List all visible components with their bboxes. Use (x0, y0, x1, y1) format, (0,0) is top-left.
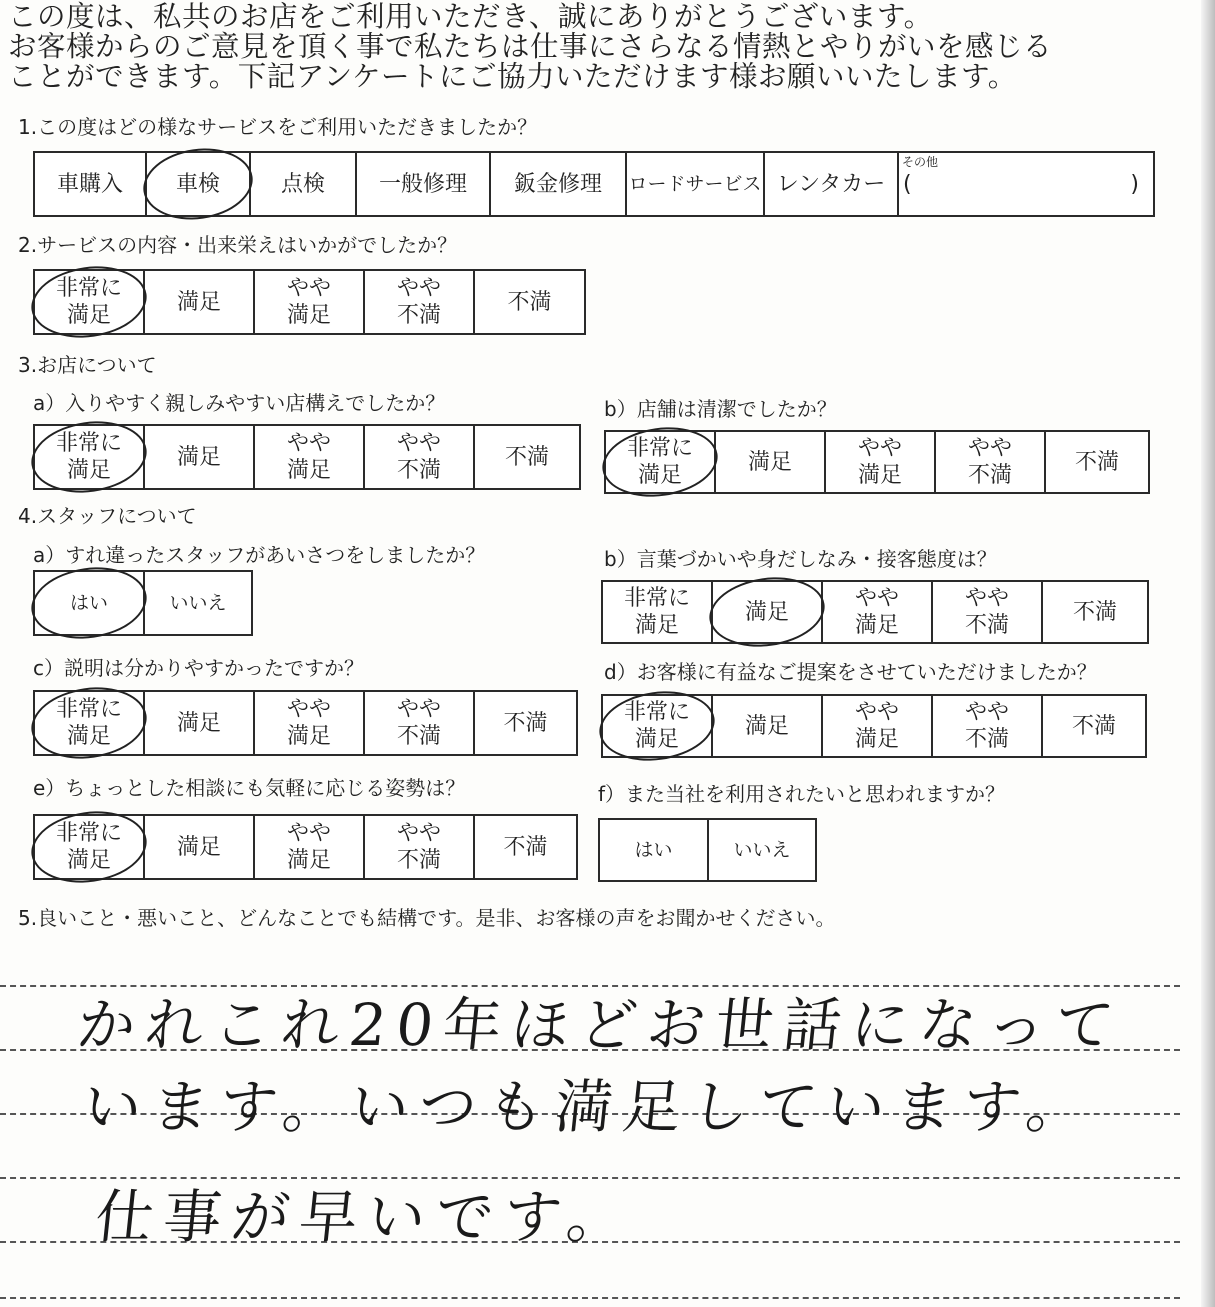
q3a-options (33, 424, 581, 490)
option-cell[interactable] (765, 153, 899, 215)
option-cell[interactable] (606, 432, 716, 492)
open-paren: ( (903, 172, 912, 197)
option-label: 非常に 満足 (626, 436, 693, 488)
option-cell[interactable] (145, 271, 255, 333)
other-input[interactable] (899, 169, 1153, 198)
q4c-label: c）説明は分かりやすかったですか？ (33, 656, 364, 680)
option-label: 非常に 満足 (55, 276, 122, 328)
q1-options (33, 151, 1155, 217)
option-cell[interactable] (1043, 582, 1147, 642)
option-label: やや 不満 (396, 276, 441, 328)
option-cell[interactable] (936, 432, 1046, 492)
option-cell[interactable] (1046, 432, 1148, 492)
q2-options (33, 269, 586, 335)
option-cell[interactable] (713, 696, 823, 756)
option-label: 満足 (744, 713, 789, 739)
option-label: はい (69, 591, 108, 614)
option-cell[interactable] (145, 426, 255, 488)
option-cell[interactable] (475, 426, 579, 488)
dashed-line (0, 1297, 1180, 1299)
option-label: やや 満足 (286, 697, 331, 749)
option-cell[interactable] (603, 582, 713, 642)
option-label: 非常に 満足 (55, 821, 122, 873)
option-cell[interactable] (35, 153, 147, 215)
option-label: やや 満足 (286, 821, 331, 873)
q4e-options (33, 814, 578, 880)
intro-line: ことができます。下記アンケートにご協力いただけます様お願いいたします。 (8, 60, 1017, 93)
option-cell[interactable] (365, 426, 475, 488)
option-label: 満足 (176, 834, 221, 860)
option-label: 不満 (1071, 713, 1116, 739)
handwritten-comment-line: います。いつも満足しています。 (79, 1073, 1098, 1141)
q4e-label: e）ちょっとした相談にも気軽に応じる姿勢は？ (33, 776, 466, 800)
option-cell[interactable] (255, 271, 365, 333)
option-label: 鈑金修理 (513, 171, 602, 197)
option-label: 不満 (507, 289, 552, 315)
q3b-label: b）店舗は清潔でしたか？ (604, 397, 837, 421)
option-cell[interactable] (35, 572, 145, 634)
option-label: 不満 (1072, 599, 1117, 625)
handwritten-comment-line: かれこれ20年ほどお世話になって (73, 991, 1127, 1059)
option-cell[interactable] (365, 816, 475, 878)
option-label: やや 満足 (857, 436, 902, 488)
option-label: やや 満足 (854, 700, 899, 752)
option-label: 不満 (503, 834, 548, 860)
q4d-label: d）お客様に有益なご提案をさせていただけましたか？ (604, 660, 1097, 684)
handwritten-comment-line: 仕事が早いです。 (91, 1183, 639, 1251)
option-label: 非常に 満足 (55, 697, 122, 749)
q3a-label: a）入りやすく親しみやすい店構えでしたか？ (33, 391, 446, 415)
page-edge-shadow (1201, 0, 1215, 1307)
q4d-options (601, 694, 1147, 758)
option-cell[interactable] (475, 692, 576, 754)
option-cell[interactable] (255, 426, 365, 488)
option-label: やや 不満 (396, 431, 441, 483)
option-cell[interactable] (365, 271, 475, 333)
option-cell[interactable] (823, 696, 933, 756)
option-cell[interactable] (145, 572, 251, 634)
option-label: やや 満足 (286, 276, 331, 328)
option-cell[interactable] (255, 816, 365, 878)
option-cell[interactable] (35, 692, 145, 754)
option-label: 不満 (503, 710, 548, 736)
option-label: やや 不満 (396, 821, 441, 873)
option-cell[interactable] (145, 816, 255, 878)
option-cell[interactable] (713, 582, 823, 642)
option-label: やや 満足 (854, 586, 899, 638)
option-label: 非常に 満足 (623, 700, 690, 752)
q4b-label: b）言葉づかいや身だしなみ・接客態度は？ (604, 547, 997, 571)
option-label: いいえ (733, 838, 791, 861)
q1-label: 1.この度はどの様なサービスをご利用いただきましたか？ (18, 115, 538, 139)
option-cell[interactable] (475, 816, 576, 878)
option-label: 満足 (176, 710, 221, 736)
option-label: 非常に 満足 (55, 431, 122, 483)
option-label: 車検 (175, 171, 220, 197)
option-cell[interactable] (357, 153, 491, 215)
option-cell[interactable] (35, 816, 145, 878)
q3-label: 3.お店について (18, 353, 157, 377)
option-label: やや 不満 (964, 700, 1009, 752)
option-label: 満足 (747, 449, 792, 475)
option-label: 一般修理 (378, 171, 467, 197)
q4b-options (601, 580, 1149, 644)
option-label: 車購入 (56, 171, 123, 197)
option-label: 不満 (504, 444, 549, 470)
option-label: やや 不満 (964, 586, 1009, 638)
option-cell[interactable] (716, 432, 826, 492)
option-cell[interactable] (251, 153, 357, 215)
option-label: レンタカー (776, 171, 886, 197)
intro-line: この度は、私共のお店をご利用いただき、誠にありがとうございます。 (8, 0, 933, 33)
option-cell[interactable] (823, 582, 933, 642)
q4f-options (598, 818, 817, 882)
option-cell[interactable] (603, 696, 713, 756)
q4c-options (33, 690, 578, 756)
option-label: ロードサービス (628, 172, 762, 195)
option-cell[interactable] (35, 271, 145, 333)
option-label: 点検 (280, 171, 325, 197)
q4f-label: f）また当社を利用されたいと思われますか？ (598, 782, 1006, 806)
option-label: いいえ (169, 591, 227, 614)
option-label: やや 不満 (967, 436, 1012, 488)
q4a-label: a）すれ違ったスタッフがあいさつをしましたか？ (33, 543, 486, 567)
option-label: やや 満足 (286, 431, 331, 483)
intro-line: お客様からのご意見を頂く事で私たちは仕事にさらなる情熱とやりがいを感じる (8, 30, 1053, 63)
other-option-cell[interactable] (899, 153, 1153, 215)
q3b-options (604, 430, 1150, 494)
option-cell[interactable] (475, 271, 584, 333)
option-cell[interactable] (933, 582, 1043, 642)
option-cell[interactable] (35, 426, 145, 488)
option-cell[interactable] (365, 692, 475, 754)
q2-label: 2.サービスの内容・出来栄えはいかがでしたか？ (18, 233, 458, 257)
option-cell[interactable] (933, 696, 1043, 756)
q4-label: 4.スタッフについて (18, 504, 197, 528)
option-cell[interactable] (147, 153, 251, 215)
option-label: 満足 (176, 444, 221, 470)
close-paren: ) (1130, 172, 1139, 197)
option-cell[interactable] (709, 820, 815, 880)
option-cell[interactable] (145, 692, 255, 754)
option-cell[interactable] (491, 153, 627, 215)
option-label: 不満 (1074, 449, 1119, 475)
q5-label: 5.良いこと・悪いこと、どんなことでも結構です。是非、お客様の声をお聞かせください。 (18, 906, 836, 930)
intro-text (8, 2, 1203, 92)
option-cell[interactable] (627, 153, 765, 215)
option-cell[interactable] (600, 820, 709, 880)
other-label: その他 (902, 155, 939, 169)
option-label: 非常に 満足 (623, 586, 690, 638)
q4a-options (33, 570, 253, 636)
option-cell[interactable] (255, 692, 365, 754)
option-label: やや 不満 (396, 697, 441, 749)
option-label: 満足 (744, 599, 789, 625)
option-cell[interactable] (826, 432, 936, 492)
option-cell[interactable] (1043, 696, 1145, 756)
option-label: はい (634, 838, 673, 861)
option-label: 満足 (176, 289, 221, 315)
